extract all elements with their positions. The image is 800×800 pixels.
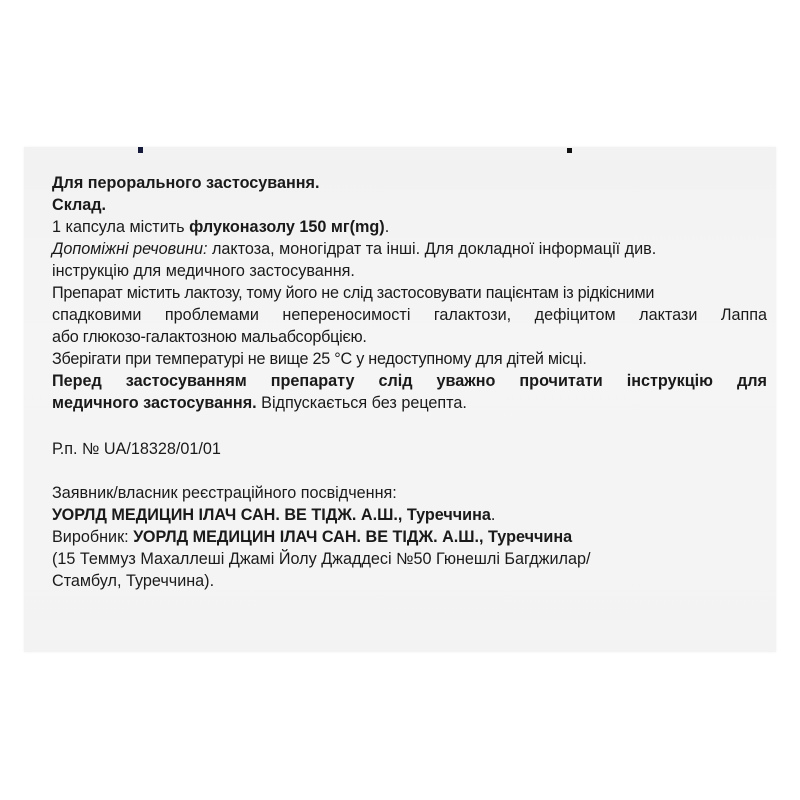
label-text-block xyxy=(52,172,767,592)
lactose-warning-line-2: спадковими проблемами непереносимості галактози, дефіцитом лактази Лаппа xyxy=(52,306,767,324)
manufacturer-label: Виробник: xyxy=(52,528,134,546)
applicant-suffix: . xyxy=(490,506,496,524)
excipients-line xyxy=(52,238,767,260)
manufacturer-name: УОРЛД МЕДИЦИН ІЛАЧ САН. ВЕ ТІДЖ. А.Ш., Туреччина xyxy=(133,528,573,546)
usage-heading: Для перорального застосування. xyxy=(52,174,320,192)
print-registration-mark-left xyxy=(138,147,143,153)
lactose-warning-line-1: Препарат містить лактозу, тому його не слід застосовувати пацієнтам із рідкісними xyxy=(52,284,655,302)
excipients-label: Допоміжні речовини: xyxy=(52,240,208,258)
instruction-notice-bold: медичного застосування. xyxy=(52,394,257,412)
manufacturer-address-line-2: Стамбул, Туреччина). xyxy=(52,572,215,590)
applicant-label: Заявник/власник реєстраційного посвідчення: xyxy=(52,484,397,502)
instruction-notice-line-2 xyxy=(52,392,767,414)
instruction-notice-line-1: Перед застосуванням препарату слід уважно прочитати інструкцію для xyxy=(52,372,767,390)
print-registration-mark-right xyxy=(567,148,572,153)
manufacturer-address-line-1: (15 Теммуз Махаллеші Джамі Йолу Джаддесі №50 Гюнешлі Багджилар/ xyxy=(52,550,591,568)
composition-heading: Склад. xyxy=(52,196,107,214)
applicant-name: УОРЛД МЕДИЦИН ІЛАЧ САН. ВЕ ТІДЖ. А.Ш., Туреччина xyxy=(52,506,491,524)
excipients-text: лактоза, моногідрат та інші. Для докладної інформації див. xyxy=(207,240,657,258)
composition-line xyxy=(52,216,767,238)
composition-suffix: . xyxy=(384,218,390,236)
composition-prefix: 1 капсула містить xyxy=(52,218,190,236)
manufacturer-line xyxy=(52,526,767,548)
registration-number: Р.п. № UA/18328/01/01 xyxy=(52,440,221,458)
storage-conditions: Зберігати при температурі не вище 25 °С у недоступному для дітей місці. xyxy=(52,350,587,368)
dispensing-status: Відпускається без рецепта. xyxy=(256,394,467,412)
active-ingredient: флуконазолу 150 мг(mg) xyxy=(189,218,385,236)
applicant-line xyxy=(52,504,767,526)
lactose-warning-line-3: або глюкозо-галактозною мальабсорбцією. xyxy=(52,328,367,346)
excipients-line-2: інструкцію для медичного застосування. xyxy=(52,262,355,280)
